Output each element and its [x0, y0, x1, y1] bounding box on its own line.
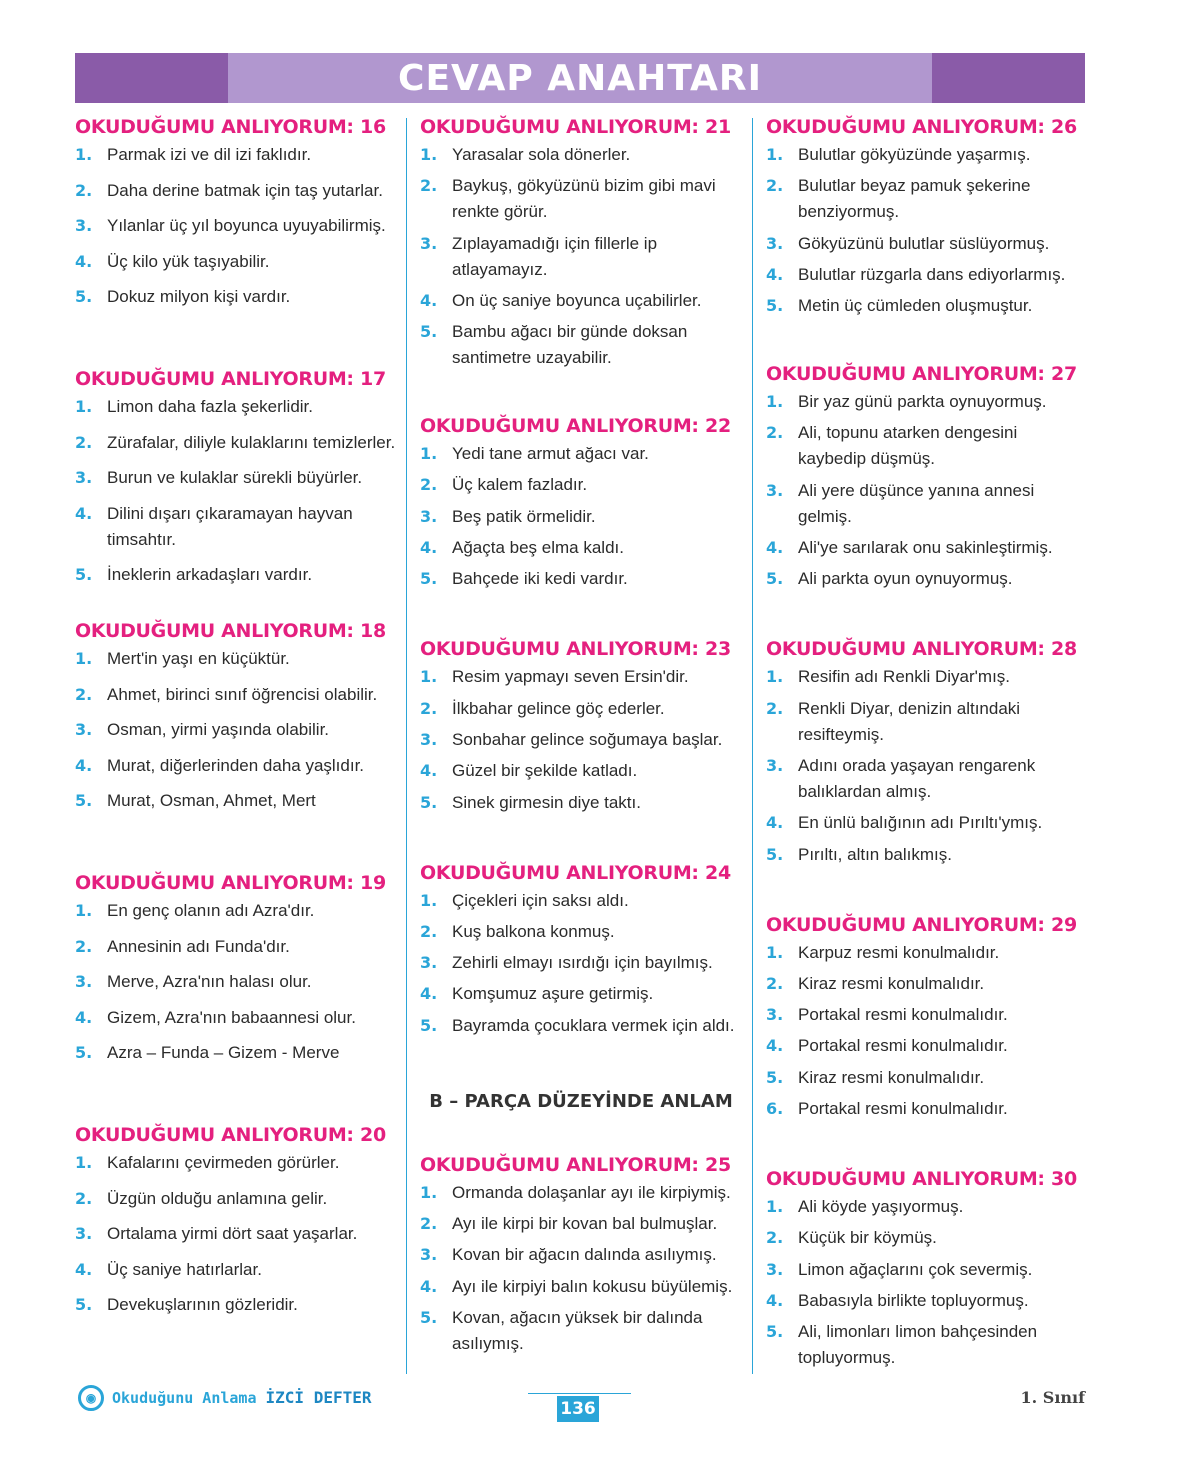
answer-section — [420, 634, 742, 815]
answer-text: Ahmet, birinci sınıf öğrencisi olabilir. — [107, 684, 378, 704]
answer-item — [420, 1274, 742, 1300]
answer-item — [75, 562, 397, 588]
answer-item — [420, 1180, 742, 1206]
answer-item — [75, 178, 397, 204]
answer-text: Üzgün olduğu anlamına gelir. — [107, 1188, 328, 1208]
answer-item — [75, 430, 397, 456]
answer-number: 3. — [766, 233, 784, 253]
answer-text: Güzel bir şekilde katladı. — [452, 761, 638, 781]
answer-text: Bulutlar rüzgarla dans ediyorlarmış. — [798, 264, 1066, 284]
answer-text: Ayı ile kirpiyi balın kokusu büyülemiş. — [452, 1276, 733, 1296]
answer-number: 4. — [766, 813, 784, 833]
answer-text: Yarasalar sola dönerler. — [452, 145, 631, 164]
answer-text: Mert'in yaşı en küçüktür. — [107, 649, 290, 668]
answer-text: Kiraz resmi konulmalıdır. — [798, 1067, 985, 1087]
answer-number: 2. — [420, 698, 438, 718]
answer-number: 1. — [75, 1153, 93, 1172]
section-heading-block — [420, 1091, 742, 1112]
answer-item — [420, 758, 742, 784]
answer-list — [766, 1194, 1088, 1371]
answer-number: 3. — [420, 233, 438, 253]
part-heading: B – PARÇA DÜZEYİNDE ANLAM — [429, 1090, 733, 1112]
answer-number: 5. — [75, 1043, 93, 1063]
answer-text: Baykuş, gökyüzünü bizim gibi mavi renkte görür. — [452, 176, 716, 222]
answer-number: 2. — [766, 423, 784, 443]
title-banner-center — [228, 53, 932, 103]
answer-item — [766, 842, 1088, 868]
answer-text: Limon ağaçlarını çok severmiş. — [798, 1259, 1033, 1279]
answer-number: 5. — [420, 792, 438, 812]
answer-number: 4. — [420, 984, 438, 1004]
answer-text: Kuş balkona konmuş. — [452, 921, 615, 941]
answer-text: Adını orada yaşayan rengarenk balıklardan almış. — [798, 755, 1036, 801]
answer-section — [420, 112, 742, 371]
answer-text: Murat, diğerlerinden daha yaşlıdır. — [107, 755, 365, 775]
section-title: OKUDUĞUMU ANLIYORUM: 29 — [766, 913, 1077, 936]
answer-item — [420, 535, 742, 561]
answer-list — [766, 142, 1088, 319]
answer-item — [420, 790, 742, 816]
answer-list — [75, 394, 397, 588]
answer-number: 4. — [420, 290, 438, 310]
answer-number: 1. — [420, 145, 438, 164]
answer-item — [766, 1257, 1088, 1283]
answer-text: İlkbahar gelince göç ederler. — [452, 698, 665, 718]
column-divider — [406, 118, 407, 1374]
answer-text: Bulutlar gökyüzünde yaşarmış. — [798, 145, 1031, 164]
answer-text: Pırıltı, altın balıkmış. — [798, 844, 952, 864]
answer-number: 4. — [766, 538, 784, 558]
answer-item — [766, 1065, 1088, 1091]
answer-item — [420, 1242, 742, 1268]
answer-item — [766, 420, 1088, 472]
answer-number: 4. — [420, 761, 438, 781]
answer-item — [420, 1305, 742, 1357]
answer-number: 3. — [75, 468, 93, 488]
answer-item — [75, 465, 397, 491]
answer-text: Zürafalar, diliyle kulaklarını temizlerler. — [107, 432, 396, 452]
answer-number: 1. — [75, 649, 93, 668]
answer-item — [766, 1288, 1088, 1314]
answer-text: Burun ve kulaklar sürekli büyürler. — [107, 468, 363, 488]
answer-item — [75, 969, 397, 995]
answer-item — [75, 1221, 397, 1247]
answer-item — [766, 1319, 1088, 1371]
answer-item — [75, 213, 397, 239]
answer-number: 3. — [420, 506, 438, 526]
answer-text: Kovan bir ağacın dalında asılıymış. — [452, 1245, 717, 1265]
answer-item — [75, 1186, 397, 1212]
answer-item — [766, 971, 1088, 997]
answer-item — [420, 981, 742, 1007]
answer-text: Küçük bir köymüş. — [798, 1228, 937, 1248]
answer-item — [420, 1211, 742, 1237]
answer-text: Portakal resmi konulmalıdır. — [798, 1099, 1008, 1119]
section-title: OKUDUĞUMU ANLIYORUM: 25 — [420, 1153, 731, 1176]
answer-list — [420, 142, 742, 371]
answer-number: 3. — [75, 720, 93, 740]
answer-number: 4. — [75, 1007, 93, 1027]
page-number: 136 — [557, 1396, 599, 1422]
answer-number: 4. — [75, 755, 93, 775]
answer-number: 3. — [75, 1224, 93, 1244]
answer-number: 5. — [766, 844, 784, 864]
answer-number: 1. — [766, 145, 784, 164]
answer-number: 2. — [75, 1188, 93, 1208]
answer-text: Bulutlar beyaz pamuk şekerine benziyormuş. — [798, 176, 1031, 222]
answer-item — [75, 249, 397, 275]
answer-item — [420, 142, 742, 168]
answer-item — [420, 504, 742, 530]
answer-item — [766, 293, 1088, 319]
answer-item — [420, 696, 742, 722]
answer-number: 1. — [420, 890, 438, 910]
answer-item — [766, 940, 1088, 966]
answer-item — [75, 934, 397, 960]
answer-text: Limon daha fazla şekerlidir. — [107, 397, 314, 416]
answer-item — [75, 646, 397, 672]
answer-list — [420, 664, 742, 815]
answer-number: 3. — [75, 972, 93, 992]
answer-list — [766, 389, 1088, 592]
answer-number: 3. — [420, 729, 438, 749]
answer-number: 2. — [420, 176, 438, 196]
answer-item — [766, 1225, 1088, 1251]
answer-number: 5. — [420, 1307, 438, 1327]
answer-number: 1. — [766, 667, 784, 687]
answer-text: Resim yapmayı seven Ersin'dir. — [452, 667, 689, 687]
answer-item — [766, 262, 1088, 288]
answer-item — [75, 1040, 397, 1066]
answer-section — [766, 634, 1088, 867]
answer-text: Karpuz resmi konulmalıdır. — [798, 942, 1000, 962]
answer-number: 4. — [766, 1290, 784, 1310]
answer-number: 2. — [420, 1214, 438, 1234]
answer-section — [766, 1164, 1088, 1371]
answer-number: 5. — [420, 569, 438, 589]
brand-name: İZCİ DEFTER — [265, 1388, 372, 1407]
answer-text: Ali parkta oyun oynuyormuş. — [798, 569, 1013, 589]
section-title: OKUDUĞUMU ANLIYORUM: 28 — [766, 638, 1077, 661]
answer-item — [420, 441, 742, 467]
section-title: OKUDUĞUMU ANLIYORUM: 21 — [420, 116, 731, 138]
answer-text: Sonbahar gelince soğumaya başlar. — [452, 729, 723, 749]
answer-item — [766, 1033, 1088, 1059]
section-title: OKUDUĞUMU ANLIYORUM: 26 — [766, 116, 1077, 138]
answer-section — [420, 411, 742, 592]
answer-text: İneklerin arkadaşları vardır. — [107, 565, 313, 585]
answer-list — [420, 441, 742, 592]
answer-section — [75, 868, 397, 1120]
answer-text: Ağaçta beş elma kaldı. — [452, 538, 624, 558]
answer-text: Gizem, Azra'nın babaannesi olur. — [107, 1007, 356, 1027]
answer-item — [420, 950, 742, 976]
answer-section — [75, 364, 397, 616]
answer-item — [766, 753, 1088, 805]
answer-item — [75, 682, 397, 708]
answer-item — [766, 810, 1088, 836]
answer-list — [75, 646, 397, 814]
answer-number: 3. — [766, 1259, 784, 1279]
answer-item — [75, 788, 397, 814]
answer-number: 1. — [75, 397, 93, 416]
answer-number: 2. — [420, 475, 438, 495]
answer-number: 2. — [75, 180, 93, 200]
answer-number: 3. — [420, 953, 438, 973]
answer-number: 5. — [420, 322, 438, 342]
answer-number: 5. — [75, 565, 93, 585]
answer-item — [420, 727, 742, 753]
answer-text: Kiraz resmi konulmalıdır. — [798, 973, 985, 993]
answer-text: Devekuşlarının gözleridir. — [107, 1295, 298, 1315]
answer-number: 2. — [766, 176, 784, 196]
answer-text: Kovan, ağacın yüksek bir dalında asılıymış. — [452, 1307, 703, 1353]
answer-number: 4. — [766, 264, 784, 284]
answer-number: 1. — [75, 901, 93, 920]
section-title: OKUDUĞUMU ANLIYORUM: 19 — [75, 872, 386, 894]
brand-prefix: Okuduğunu Anlama — [112, 1389, 257, 1407]
answer-text: Merve, Azra'nın halası olur. — [107, 972, 312, 992]
answer-item — [420, 664, 742, 690]
answer-text: Dokuz milyon kişi vardır. — [107, 287, 291, 307]
answer-text: Dilini dışarı çıkaramayan hayvan timsahtır. — [107, 503, 353, 549]
answer-text: Ali'ye sarılarak onu sakinleştirmiş. — [798, 538, 1053, 558]
answer-number: 1. — [766, 392, 784, 412]
section-title: OKUDUĞUMU ANLIYORUM: 30 — [766, 1168, 1077, 1191]
answer-item — [75, 394, 397, 420]
answer-item — [766, 566, 1088, 592]
answer-text: Zehirli elmayı ısırdığı için bayılmış. — [452, 953, 713, 973]
answer-column-3 — [766, 112, 1088, 1377]
answer-text: Azra – Funda – Gizem - Merve — [107, 1043, 340, 1063]
answer-number: 5. — [75, 1295, 93, 1315]
answer-item — [75, 898, 397, 924]
answer-list — [420, 888, 742, 1039]
answer-number: 3. — [766, 755, 784, 775]
answer-text: Ali, topunu atarken dengesini kaybedip düşmüş. — [798, 423, 1018, 469]
answer-text: Bahçede iki kedi vardır. — [452, 569, 628, 589]
answer-number: 1. — [420, 1182, 438, 1202]
grade-label: 1. Sınıf — [1020, 1388, 1085, 1407]
answer-column-1 — [75, 112, 397, 1372]
section-title: OKUDUĞUMU ANLIYORUM: 17 — [75, 368, 386, 390]
answer-item — [766, 664, 1088, 690]
answer-number: 5. — [766, 296, 784, 316]
answer-text: Üç kalem fazladır. — [452, 475, 588, 495]
answer-text: En genç olanın adı Azra'dır. — [107, 901, 315, 920]
answer-item — [75, 1292, 397, 1318]
answer-item — [420, 231, 742, 283]
answer-number: 2. — [75, 936, 93, 956]
answer-text: Babasıyla birlikte topluyormuş. — [798, 1290, 1029, 1310]
answer-text: Portakal resmi konulmalıdır. — [798, 1036, 1008, 1056]
answer-number: 3. — [766, 1005, 784, 1025]
answer-number: 4. — [420, 1276, 438, 1296]
answer-text: Çiçekleri için saksı aldı. — [452, 890, 629, 910]
answer-text: Ali köyde yaşıyormuş. — [798, 1197, 964, 1217]
answer-number: 3. — [420, 1245, 438, 1265]
answer-item — [75, 717, 397, 743]
answer-text: Yedi tane armut ağacı var. — [452, 444, 649, 464]
answer-item — [766, 389, 1088, 415]
answer-text: En ünlü balığının adı Pırıltı'ymış. — [798, 813, 1043, 833]
answer-number: 5. — [75, 287, 93, 307]
answer-number: 2. — [766, 1228, 784, 1248]
answer-list — [766, 664, 1088, 867]
answer-text: Sinek girmesin diye taktı. — [452, 792, 641, 812]
answer-text: Kafalarını çevirmeden görürler. — [107, 1153, 340, 1172]
section-title: OKUDUĞUMU ANLIYORUM: 27 — [766, 363, 1077, 386]
answer-section — [75, 616, 397, 868]
footer-brand — [112, 1388, 372, 1407]
answer-section — [420, 858, 742, 1039]
answer-text: Parmak izi ve dil izi faklıdır. — [107, 145, 312, 164]
answer-text: On üç saniye boyunca uçabilirler. — [452, 290, 702, 310]
answer-text: Yılanlar üç yıl boyunca uyuyabilirmiş. — [107, 216, 386, 236]
answer-text: Zıplayamadığı için fillerle ip atlayamayız. — [452, 233, 658, 279]
answer-item — [75, 1257, 397, 1283]
answer-number: 4. — [75, 503, 93, 523]
answer-list — [766, 940, 1088, 1122]
answer-text: Üç saniye hatırlarlar. — [107, 1259, 262, 1279]
answer-column-2 — [420, 112, 742, 1362]
brand-logo-icon: ◉ — [78, 1385, 104, 1411]
answer-section — [75, 112, 397, 364]
answer-item — [75, 1005, 397, 1031]
section-title: OKUDUĞUMU ANLIYORUM: 23 — [420, 638, 731, 661]
answer-number: 3. — [75, 216, 93, 236]
answer-list — [75, 142, 397, 310]
answer-number: 5. — [420, 1015, 438, 1035]
page-number-line — [528, 1393, 631, 1394]
answer-text: Bambu ağacı bir günde doksan santimetre uzayabilir. — [452, 322, 688, 368]
answer-number: 4. — [75, 1259, 93, 1279]
answer-text: Ortalama yirmi dört saat yaşarlar. — [107, 1224, 358, 1244]
answer-item — [75, 501, 397, 553]
answer-number: 2. — [766, 698, 784, 718]
section-title: OKUDUĞUMU ANLIYORUM: 18 — [75, 620, 386, 642]
answer-item — [766, 535, 1088, 561]
section-title: OKUDUĞUMU ANLIYORUM: 24 — [420, 861, 731, 884]
answer-number: 4. — [766, 1036, 784, 1056]
answer-number: 2. — [75, 432, 93, 452]
answer-text: Portakal resmi konulmalıdır. — [798, 1005, 1008, 1025]
answer-text: Resifin adı Renkli Diyar'mış. — [798, 667, 1011, 687]
answer-text: Ali yere düşünce yanına annesi gelmiş. — [798, 480, 1035, 526]
answer-list — [75, 1150, 397, 1318]
answer-text: Murat, Osman, Ahmet, Mert — [107, 791, 316, 811]
answer-number: 4. — [75, 251, 93, 271]
answer-section — [420, 1150, 742, 1357]
answer-number: 3. — [766, 480, 784, 500]
answer-number: 6. — [766, 1099, 784, 1119]
answer-item — [75, 753, 397, 779]
column-divider — [752, 118, 753, 1374]
answer-text: Renkli Diyar, denizin altındaki resifteymiş. — [798, 698, 1021, 744]
page-title: CEVAP ANAHTARI — [398, 57, 762, 99]
answer-number: 1. — [420, 444, 438, 464]
answer-item — [420, 288, 742, 314]
answer-text: Gökyüzünü bulutlar süslüyormuş. — [798, 233, 1050, 253]
answer-item — [766, 1194, 1088, 1220]
answer-text: Daha derine batmak için taş yutarlar. — [107, 180, 383, 200]
answer-text: Ali, limonları limon bahçesinden topluyormuş. — [798, 1322, 1038, 1368]
answer-number: 5. — [766, 1322, 784, 1342]
answer-item — [420, 319, 742, 371]
answer-section — [75, 1120, 397, 1372]
answer-list — [420, 1180, 742, 1357]
answer-text: Ayı ile kirpi bir kovan bal bulmuşlar. — [452, 1214, 718, 1234]
answer-number: 5. — [75, 791, 93, 811]
answer-item — [420, 1013, 742, 1039]
answer-item — [75, 1150, 397, 1176]
answer-item — [766, 1096, 1088, 1122]
answer-item — [75, 284, 397, 310]
answer-text: Metin üç cümleden oluşmuştur. — [798, 296, 1033, 316]
answer-text: Ormanda dolaşanlar ayı ile kirpiymiş. — [452, 1182, 731, 1202]
answer-number: 1. — [766, 1197, 784, 1217]
answer-item — [766, 173, 1088, 225]
answer-item — [766, 1002, 1088, 1028]
answer-item — [766, 231, 1088, 257]
answer-text: Bir yaz günü parkta oynuyormuş. — [798, 392, 1047, 412]
answer-item — [420, 888, 742, 914]
answer-number: 1. — [420, 667, 438, 687]
answer-number: 1. — [75, 145, 93, 164]
title-banner — [75, 53, 1085, 103]
answer-number: 5. — [766, 569, 784, 589]
answer-section — [766, 910, 1088, 1122]
answer-item — [766, 142, 1088, 168]
answer-number: 4. — [420, 538, 438, 558]
answer-item — [420, 173, 742, 225]
section-title: OKUDUĞUMU ANLIYORUM: 22 — [420, 415, 731, 438]
answer-text: Komşumuz aşure getirmiş. — [452, 984, 654, 1004]
answer-item — [420, 566, 742, 592]
answer-text: Osman, yirmi yaşında olabilir. — [107, 720, 330, 740]
answer-number: 2. — [420, 921, 438, 941]
answer-item — [766, 478, 1088, 530]
answer-number: 5. — [766, 1067, 784, 1087]
answer-text: Beş patik örmelidir. — [452, 506, 596, 526]
answer-section — [766, 112, 1088, 319]
answer-section — [766, 359, 1088, 592]
answer-item — [420, 919, 742, 945]
answer-text: Üç kilo yük taşıyabilir. — [107, 251, 270, 271]
answer-text: Bayramda çocuklara vermek için aldı. — [452, 1015, 735, 1035]
answer-item — [420, 472, 742, 498]
section-title: OKUDUĞUMU ANLIYORUM: 20 — [75, 1124, 386, 1146]
answer-list — [75, 898, 397, 1066]
answer-number: 2. — [766, 973, 784, 993]
answer-text: Annesinin adı Funda'dır. — [107, 936, 290, 956]
answer-item — [766, 696, 1088, 748]
answer-item — [75, 142, 397, 168]
answer-number: 1. — [766, 942, 784, 962]
answer-number: 2. — [75, 684, 93, 704]
section-title: OKUDUĞUMU ANLIYORUM: 16 — [75, 116, 386, 138]
